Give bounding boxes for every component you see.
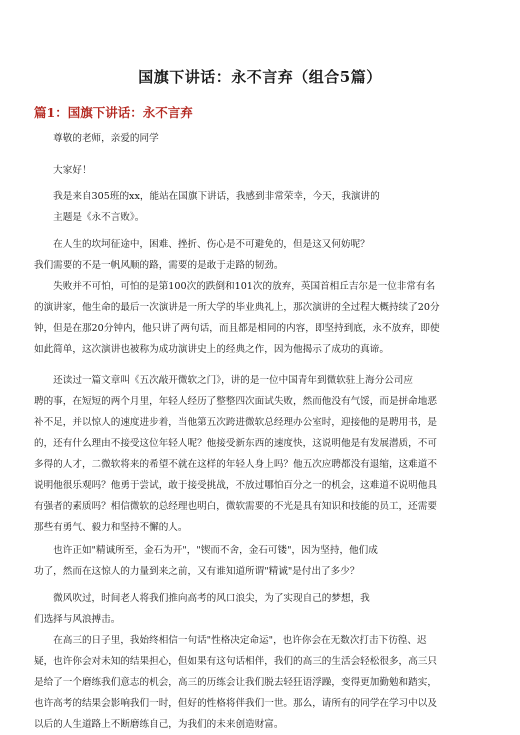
paragraph-line: 疑，也许你会对未知的结果担心，但如果有这句话相伴，我们的高三的生活会轻松很多，高三只: [34, 656, 437, 667]
paragraph-line: 那些有勇气、毅力和坚持不懈的人。: [34, 522, 188, 533]
paragraph-line: 还读过一篇文章叫《五次敲开微软之门》，讲的是一位中国青年到微软驻上海分公司应: [34, 375, 413, 386]
paragraph-perseverance: [34, 540, 492, 582]
paragraph-line: 多得的人才，二微软将来的希望不就在这样的年轻人身上吗？他五次应聘都没有退缩，这难道不: [34, 459, 437, 470]
paragraph-line: 聘的事，在短短的两个月里，年轻人经历了整整四次面试失败，然而他没有气馁，而是拼命地恶: [34, 396, 437, 407]
paragraph-line: 如此简单，这次演讲也被称为成功演讲史上的经典之作，因为他揭示了成功的真谛。: [34, 344, 389, 355]
paragraph-line: 有强者的素质吗？相信微软的总经理也明白，微软需要的不光是具有知识和技能的员工，还需要: [34, 501, 437, 512]
paragraph-line: 失败并不可怕，可怕的是第100次的跌倒和101次的放弃，英国首相丘吉尔是一位非常有名: [34, 281, 436, 292]
paragraph-line: 的，还有什么理由不接受这位年轻人呢？他接受新东西的速度快，这说明他是有发展潜质，不可: [34, 438, 437, 449]
paragraph-line: 的演讲家，他生命的最后一次演讲是一所大学的毕业典礼上，那次演讲的全过程大概持续了20分: [34, 302, 440, 313]
paragraph-line: 在高三的日子里，我始终相信一句话"性格决定命运"，也许你会在无数次打击下彷徨、迟: [34, 635, 427, 646]
paragraph-churchill: [34, 276, 492, 360]
paragraph-line: 是给了一个磨练我们意志的机会，高三的历练会让我们脱去轻狂语浮躁，变得更加勤勉和踏实，: [34, 677, 437, 688]
paragraph-line: 也许正如"精诚所至，金石为开"，"锲而不舍，金石可镂"，因为坚持，他们成: [34, 545, 378, 556]
paragraph-intro: [34, 186, 492, 228]
section-heading: 篇1：国旗下讲话：永不言弃: [34, 105, 193, 120]
paragraph-line: 主题是《永不言败》。: [34, 212, 145, 223]
paragraph-line: 尊敬的老师，亲爱的同学: [34, 133, 159, 144]
paragraph-line: 钟，但是在那20分钟内，他只讲了两句话，而且都是相同的内容，即坚持到底，永不放弃，即使: [34, 323, 440, 334]
paragraph-line: 在人生的坎坷征途中，困难、挫折、伤心是不可避免的，但是这又何妨呢？: [34, 239, 370, 250]
paragraph-line: 大家好！: [34, 165, 92, 176]
paragraph-adversity: [34, 234, 492, 276]
paragraph-senior-year: [34, 630, 492, 735]
paragraph-line: 微风吹过，时间老人将我们推向高考的风口浪尖，为了实现自己的梦想，我: [34, 593, 370, 604]
paragraph-hello: [34, 160, 492, 181]
paragraph-line: 也许高考的结果会影响我们一时，但好的性格将伴我们一世。那么，请所有的同学在学习中以及: [34, 698, 437, 709]
paragraph-line: 补不足，并以惊人的速度进步着，当他第五次跨进微软总经理办公室时，迎接他的是聘用书，是: [34, 417, 437, 428]
document-title: 国旗下讲话：永不言弃（组合5篇）: [138, 68, 382, 86]
paragraph-microsoft: [34, 370, 492, 538]
paragraph-line: 说明他很乐观吗？他勇于尝试，敢于接受挑战，不放过哪怕百分之一的机会，这难道不说明他具: [34, 480, 437, 491]
paragraph-line: 以后的人生道路上不断磨练自己，为我们的未来创造财富。: [34, 719, 284, 730]
paragraph-line: 我是来自305班的xx，能站在国旗下讲话，我感到非常荣幸，今天，我演讲的: [34, 191, 380, 202]
paragraph-breeze: [34, 588, 492, 630]
paragraph-line: 们选择与风浪搏击。: [34, 614, 121, 625]
paragraph-greeting: [34, 128, 492, 149]
paragraph-line: 功了，然而在这惊人的力量到来之前，又有谁知道所谓"精诚"是付出了多少？: [34, 566, 360, 577]
paragraph-line: 我们需要的不是一帆风顺的路，需要的是敢于走路的韧劲。: [34, 260, 284, 271]
